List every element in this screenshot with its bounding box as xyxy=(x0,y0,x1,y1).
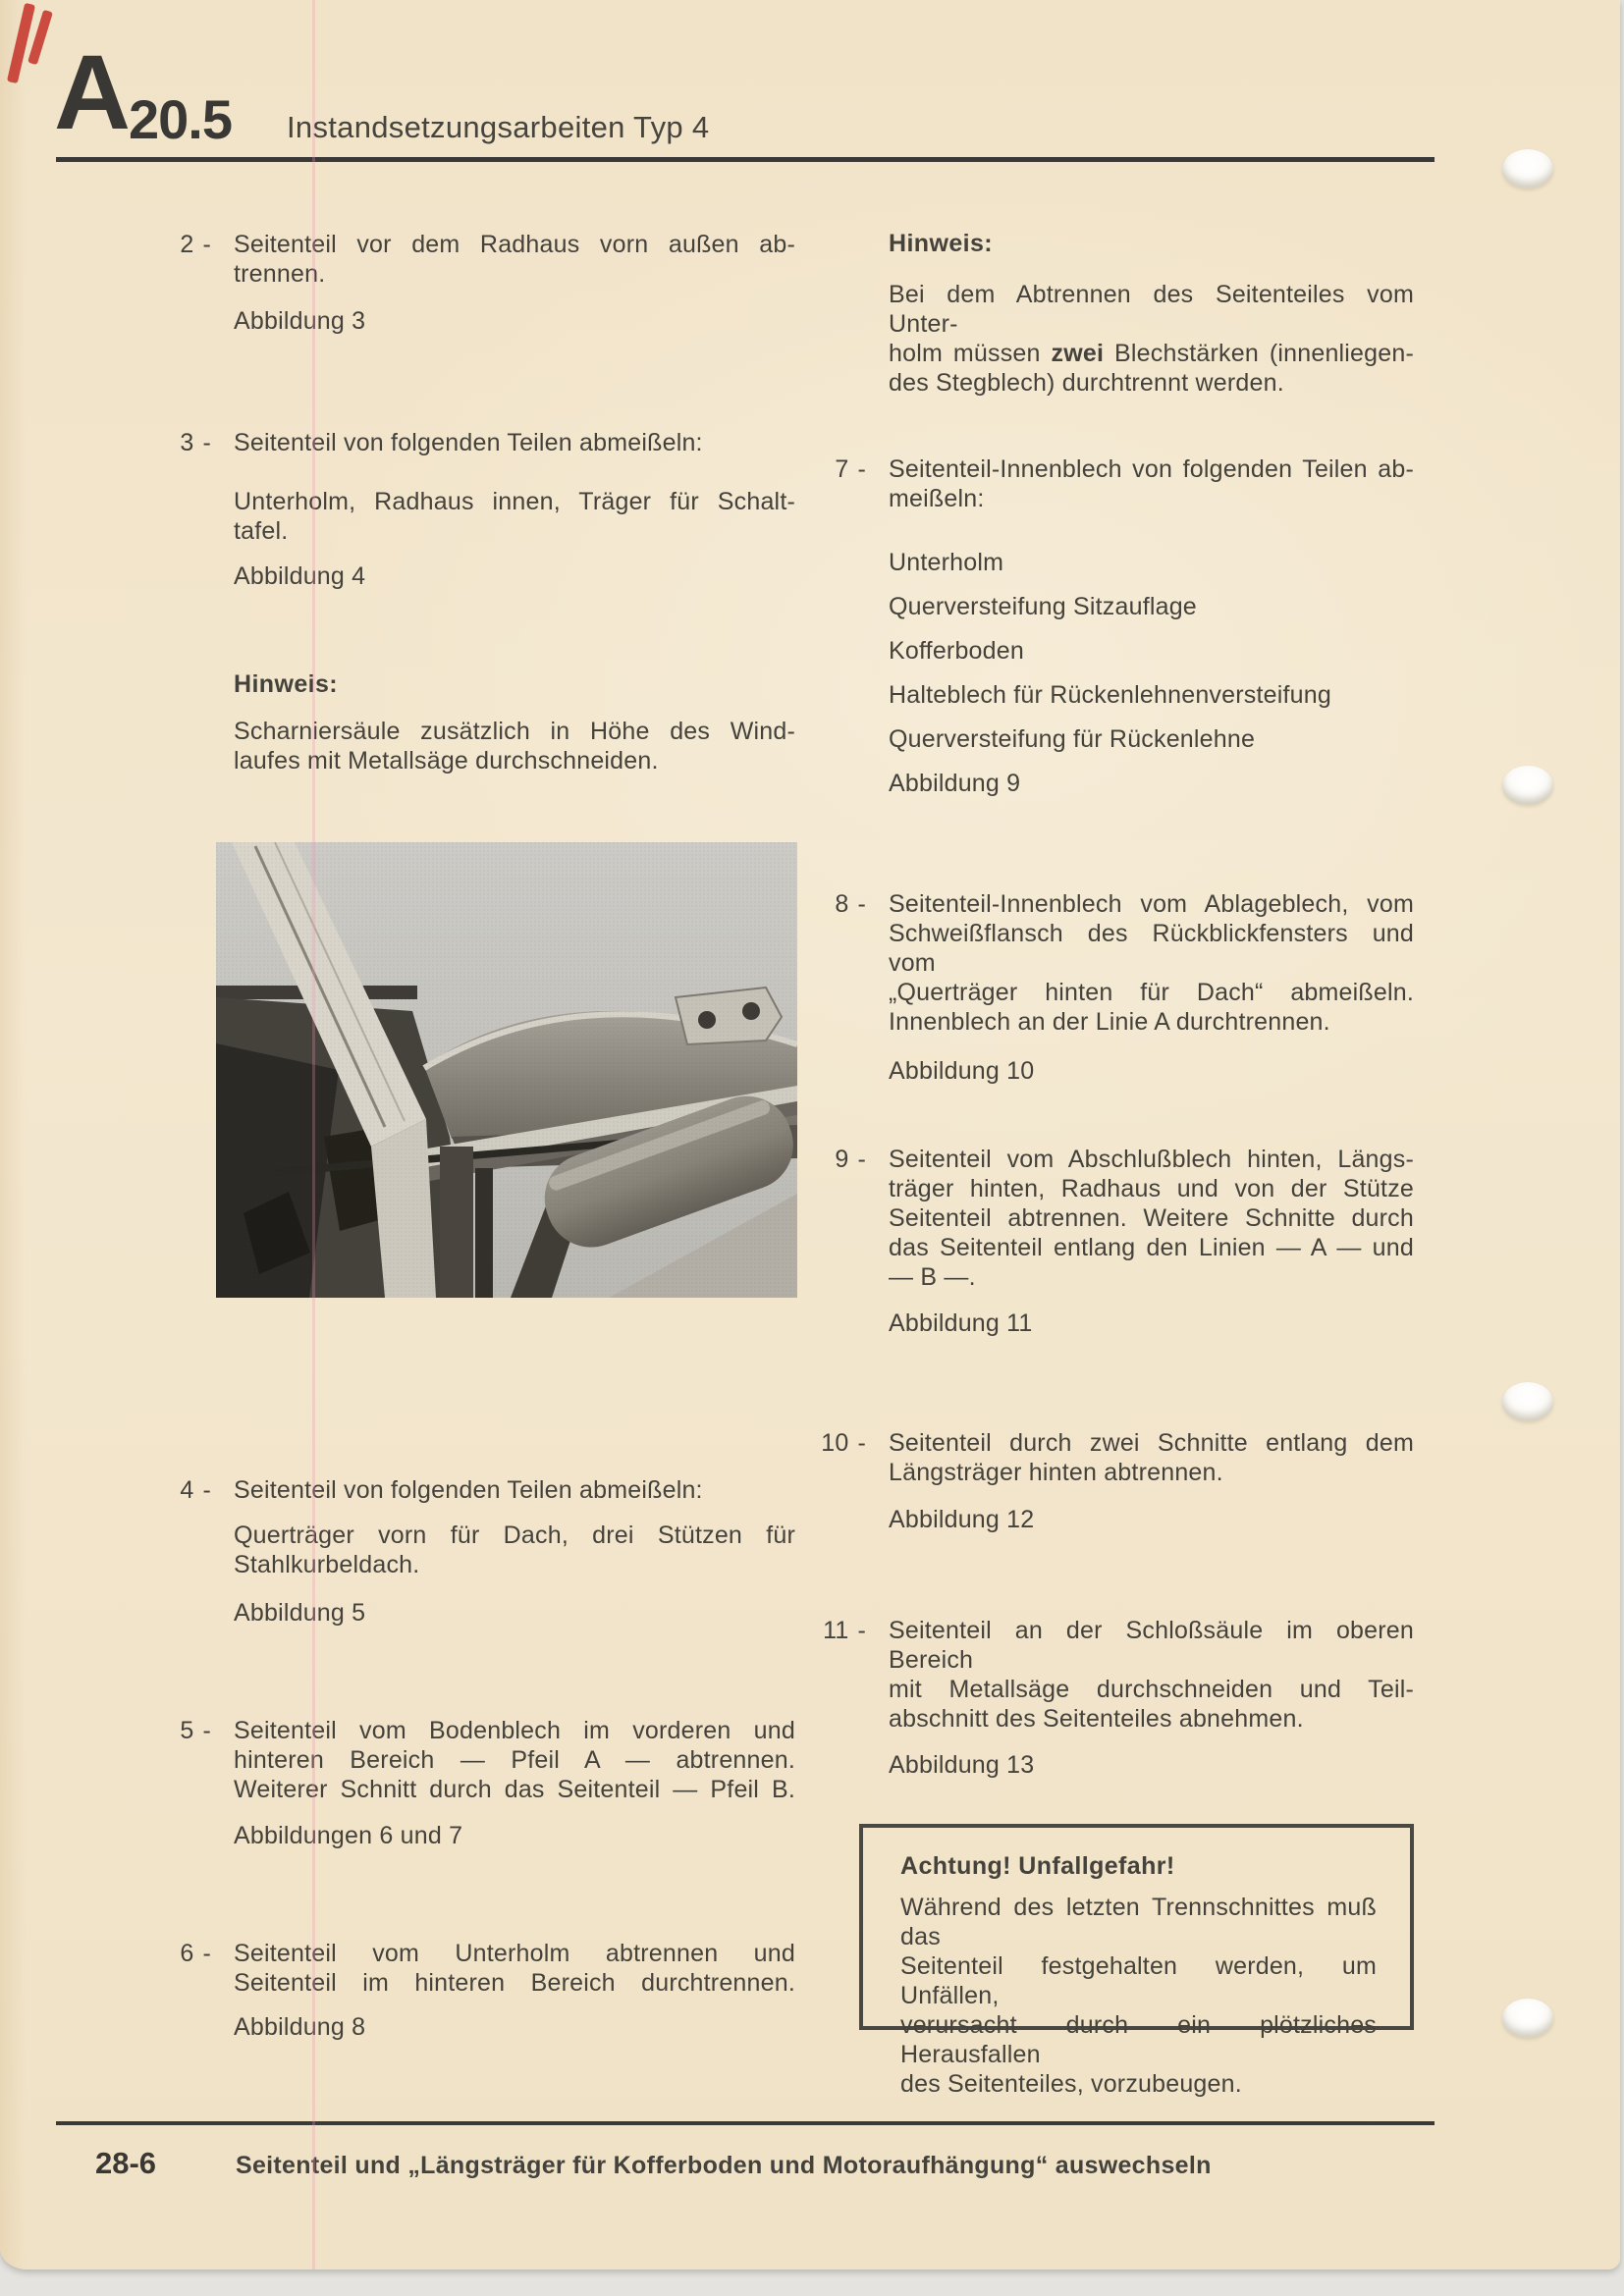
part-item: Querversteifung Sitzauflage xyxy=(889,593,1197,620)
step-text-line: Längsträger hinten abtrennen. xyxy=(889,1459,1223,1486)
figure-reference: Abbildung 11 xyxy=(889,1309,1033,1337)
step-5 xyxy=(152,1716,795,1850)
step-number xyxy=(152,1475,211,1505)
punch-hole xyxy=(1502,1999,1553,2038)
step-text-line: meißeln: xyxy=(889,485,985,512)
step-text-line: Seitenteil abtrennen. Weitere Schnitte durch xyxy=(889,1204,1414,1232)
figure-reference: Abbildung 9 xyxy=(889,770,1021,797)
step-dash: - xyxy=(857,1429,866,1457)
step-2 xyxy=(152,230,795,336)
step-text-line: Seitenteil an der Schloßsäule im oberen Bereich xyxy=(889,1617,1414,1674)
step-text-line: Seitenteil-Innenblech von folgenden Teilen ab- xyxy=(889,455,1414,483)
step-10 xyxy=(805,1428,1414,1534)
note-text-part: holm müssen xyxy=(889,340,1041,367)
warning-text-line: des Seitenteiles, vorzubeugen. xyxy=(900,2070,1242,2098)
warning-box xyxy=(859,1824,1414,2098)
note-text-bold: zwei xyxy=(1051,340,1105,367)
step-text-line: Seitenteil vom Abschlußblech hinten, Längs- xyxy=(889,1146,1414,1173)
punch-hole xyxy=(1502,149,1553,188)
part-item: Querversteifung für Rückenlehne xyxy=(889,725,1256,753)
note-text-part: Blechstärken (innenliegen- xyxy=(1114,340,1415,367)
step-text-line: Seitenteil im hinteren Bereich durchtrennen. xyxy=(234,1969,795,1997)
page-number: 28-6 xyxy=(95,2146,157,2180)
step-number-value: 7 xyxy=(835,455,849,483)
figure-reference: Abbildung 10 xyxy=(889,1057,1035,1085)
step-text-line: Querträger vorn für Dach, drei Stützen für xyxy=(234,1522,795,1549)
step-text-line: träger hinten, Radhaus und von der Stütze xyxy=(889,1175,1414,1202)
step-number xyxy=(152,230,211,259)
step-text-line: Stahlkurbeldach. xyxy=(234,1551,420,1578)
step-text-line: mit Metallsäge durchschneiden und Teil- xyxy=(889,1676,1414,1703)
figure-photo xyxy=(216,842,797,1298)
step-dash: - xyxy=(202,1476,211,1504)
step-text-line: tafel. xyxy=(234,517,289,545)
part-item: Halteblech für Rückenlehnenversteifung xyxy=(889,681,1331,709)
step-dash: - xyxy=(202,1940,211,1967)
note-heading: Hinweis: xyxy=(889,230,993,257)
note-text-line: Bei dem Abtrennen des Seitenteiles vom Unter- xyxy=(889,281,1414,338)
step-number-value: 11 xyxy=(823,1617,849,1644)
parts-list xyxy=(889,548,1414,754)
part-item: Kofferboden xyxy=(889,637,1024,665)
punch-hole xyxy=(1502,766,1553,805)
step-number-value: 2 xyxy=(180,231,194,258)
step-number xyxy=(805,1145,866,1174)
step-text-line: Seitenteil vom Unterholm abtrennen und xyxy=(234,1940,795,1967)
step-number xyxy=(805,454,866,484)
step-6 xyxy=(152,1939,795,2042)
figure-reference: Abbildung 8 xyxy=(234,2013,366,2041)
page-title: Instandsetzungsarbeiten Typ 4 xyxy=(287,110,710,144)
step-3 xyxy=(152,428,795,591)
section-code-letter: A xyxy=(54,32,129,151)
step-text-line: Seitenteil durch zwei Schnitte entlang dem xyxy=(889,1429,1414,1457)
step-dash: - xyxy=(202,231,211,258)
step-text-line: Seitenteil vor dem Radhaus vorn außen ab- xyxy=(234,231,795,258)
step-dash: - xyxy=(857,455,866,483)
step-number-value: 3 xyxy=(180,429,194,456)
step-dash: - xyxy=(857,890,866,918)
step-text-line: „Querträger hinten für Dach“ abmeißeln. xyxy=(889,979,1414,1006)
section-code-number: 20.5 xyxy=(129,88,232,150)
step-text-line: das Seitenteil entlang den Linien — A — und xyxy=(889,1234,1414,1261)
step-text-line: Seitenteil vom Bodenblech im vorderen und xyxy=(234,1717,795,1744)
step-7 xyxy=(805,454,1414,798)
step-text-line: Seitenteil-Innenblech vom Ablageblech, vom xyxy=(889,890,1414,918)
note-text-line: Scharniersäule zusätzlich in Höhe des Wind- xyxy=(234,718,795,745)
step-text-line: Schweißflansch des Rückblickfensters und vom xyxy=(889,920,1414,977)
step-text-line: abschnitt des Seitenteiles abnehmen. xyxy=(889,1705,1304,1733)
step-number-value: 4 xyxy=(180,1476,194,1504)
part-item: Unterholm xyxy=(889,549,1004,576)
step-dash: - xyxy=(202,429,211,456)
step-number xyxy=(152,1939,211,1968)
step-number xyxy=(805,1428,866,1458)
figure-reference: Abbildung 3 xyxy=(234,307,366,335)
step-text-line: Innenblech an der Linie A durchtrennen. xyxy=(889,1008,1330,1036)
step-text-line: hinteren Bereich — Pfeil A — abtrennen. xyxy=(234,1746,795,1774)
step-text-line: Unterholm, Radhaus innen, Träger für Schalt- xyxy=(234,488,795,515)
step-text-line: Seitenteil von folgenden Teilen abmeißeln: xyxy=(234,429,703,456)
punch-hole xyxy=(1502,1382,1553,1421)
step-dash: - xyxy=(202,1717,211,1744)
step-4 xyxy=(152,1475,795,1628)
figure-reference: Abbildung 13 xyxy=(889,1751,1035,1779)
step-number-value: 8 xyxy=(835,890,849,918)
header-rule xyxy=(56,157,1435,162)
step-text-line: Weiterer Schnitt durch das Seitenteil — Pfeil B. xyxy=(234,1776,795,1803)
note-text-line: laufes mit Metallsäge durchschneiden. xyxy=(234,747,659,774)
red-pen-mark xyxy=(7,3,35,83)
note-text-line xyxy=(889,339,1414,368)
step-11 xyxy=(805,1616,1414,1780)
note-text-line: des Stegblech) durchtrennt werden. xyxy=(889,369,1284,397)
step-9 xyxy=(805,1145,1414,1338)
step-text-line: — B —. xyxy=(889,1263,976,1291)
step-text-line: trennen. xyxy=(234,260,326,288)
step-number-value: 9 xyxy=(835,1146,849,1173)
warning-text-line: Seitenteil festgehalten werden, um Unfällen, xyxy=(900,1952,1377,2009)
step-number-value: 6 xyxy=(180,1940,194,1967)
step-text-line: Seitenteil von folgenden Teilen abmeißeln: xyxy=(234,1476,703,1504)
figure-reference: Abbildungen 6 und 7 xyxy=(234,1822,463,1849)
footer-rule xyxy=(56,2121,1435,2125)
note-right xyxy=(889,229,1414,398)
step-number xyxy=(152,428,211,457)
step-8 xyxy=(805,889,1414,1086)
step-dash: - xyxy=(857,1617,866,1644)
note-left xyxy=(234,669,795,775)
warning-heading: Achtung! Unfallgefahr! xyxy=(900,1852,1175,1880)
scan-line-artifact xyxy=(312,0,315,2269)
figure-reference: Abbildung 12 xyxy=(889,1506,1035,1533)
figure-reference: Abbildung 5 xyxy=(234,1599,366,1627)
note-heading: Hinweis: xyxy=(234,670,338,698)
step-number-value: 5 xyxy=(180,1717,194,1744)
figure-reference: Abbildung 4 xyxy=(234,562,366,590)
step-dash: - xyxy=(857,1146,866,1173)
step-number xyxy=(805,1616,866,1645)
warning-text-line: Während des letzten Trennschnittes muß das xyxy=(900,1894,1377,1950)
step-number xyxy=(152,1716,211,1745)
step-number-value: 10 xyxy=(821,1429,849,1457)
warning-text-line: verursacht durch ein plötzliches Herausfallen xyxy=(900,2011,1377,2068)
footer-title: Seitenteil und „Längsträger für Kofferboden und Motoraufhängung“ auswechseln xyxy=(236,2152,1212,2179)
step-number xyxy=(805,889,866,919)
